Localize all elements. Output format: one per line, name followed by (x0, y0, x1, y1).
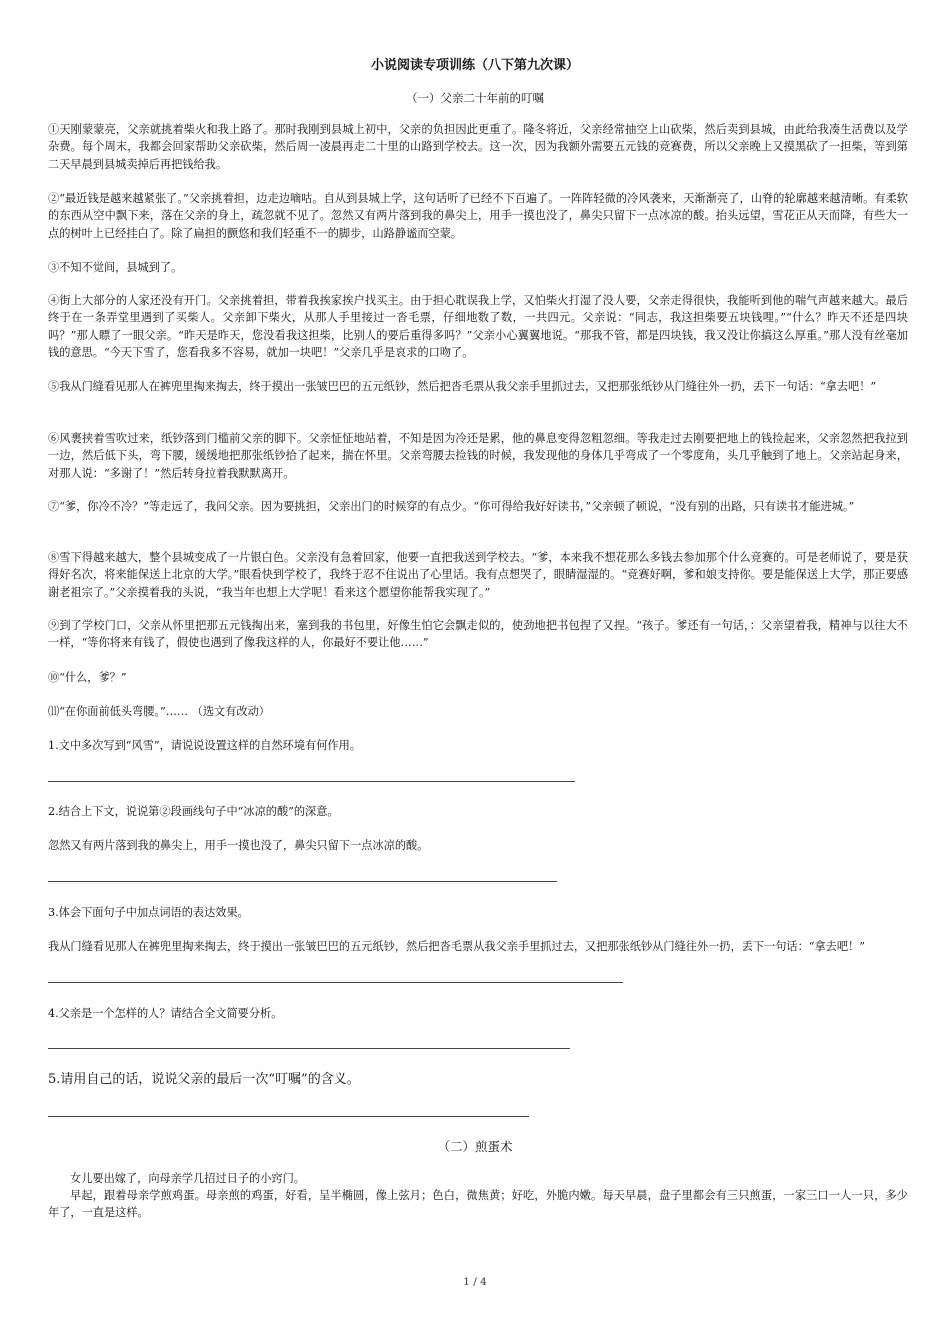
paragraph-1: ①天刚蒙蒙亮，父亲就挑着柴火和我上路了。那时我刚到县城上初中，父亲的负担因此更重了。隆冬将近，父亲经常抽空上山砍柴，然后卖到县城，由此给我凑生活费以及学杂费。每个周末，我都会回家帮助父亲砍柴，然后周一凌晨再走二十里的山路到学校去。这一次，因为我额外需要五元钱的竞赛费，所以父亲晚上又摸黑砍了一担柴，等到第二天早晨到县城卖掉后再把钱给我。 (48, 123, 908, 171)
paragraph-5: ⑤我从门缝看见那人在裤兜里掏来掏去，终于摸出一张皱巴巴的五元纸钞，然后把沓毛票从我父亲手里抓过去，又把那张纸钞从门缝往外一扔，丢下一句话：“拿去吧！” (48, 380, 877, 393)
section-2-paragraph-2: 早起，跟着母亲学煎鸡蛋。母亲煎的鸡蛋，好看，呈半椭圆，像上弦月；色白，微焦黄；好吃，外脆内嫩。每天早晨，盘子里都会有三只煎蛋，一家三口一人一只，多少年了，一直是这样。 (48, 1189, 908, 1220)
question-2: 2.结合上下文，说说第②段画线句子中“冰凉的酸”的深意。 (48, 805, 339, 818)
paragraph-10: ⑩“什么，爹？” (48, 671, 127, 684)
answer-line-1[interactable] (48, 781, 575, 782)
section-title: （一）父亲二十年前的叮嘱 (406, 91, 544, 105)
answer-line-3[interactable] (48, 982, 623, 983)
paragraph-7: ⑦“爹，你冷不冷？”等走远了，我问父亲。因为要挑担，父亲出门的时候穿的有点少。“你可得给我好好读书，”父亲顿了顿说，“没有别的出路，只有读书才能进城。” (48, 500, 855, 513)
question-4: 4.父亲是一个怎样的人？请结合全文简要分析。 (48, 1007, 283, 1020)
question-3-quote: 我从门缝看见那人在裤兜里掏来掏去，终于摸出一张皱巴巴的五元纸钞，然后把沓毛票从我父亲手里抓过去，又把那张纸钞从门缝往外一扔，丢下一句话：“拿去吧！” (48, 940, 865, 953)
paragraph-9: ⑨到了学校门口，父亲从怀里把那五元钱掏出来，塞到我的书包里，好像生怕它会飘走似的，使劲地把书包捏了又捏。“孩子。爹还有一句话，：父亲望着我，精神与以往大不一样，“等你将来有钱了，假使也遇到了像我这样的人，你最好不要让他……” (48, 619, 908, 650)
page-title: 小说阅读专项训练（八下第九次课） (370, 58, 579, 73)
question-3: 3.体会下面句子中加点词语的表达效果。 (48, 906, 249, 919)
section-2-title: （二）煎蛋术 (437, 1139, 513, 1154)
section-2-paragraph-1: 女儿要出嫁了，向母亲学几招过日子的小窍门。 (70, 1172, 305, 1185)
paragraph-3: ③不知不觉间，县城到了。 (48, 261, 183, 274)
answer-line-4[interactable] (48, 1048, 570, 1049)
question-5: 5.请用自己的话，说说父亲的最后一次“叮嘱”的含义。 (48, 1072, 360, 1087)
paragraph-11: ⑾“在你面前低头弯腰。”…… （选文有改动） (48, 705, 270, 718)
paragraph-8: ⑧雪下得越来越大，整个县城变成了一片银白色。父亲没有急着回家，他要一直把我送到学校去。“爹，本来我不想花那么多钱去参加那个什么竞赛的。可是老师说了，要是获得好名次，将来能保送上北京的大学。”眼看快到学校了，我终于忍不住说出了心里话。我有点想哭了，眼睛湿湿的。“竞赛好啊，爹和娘支持你。要是能保送上大学，那正要感谢老祖宗了。”父亲摸着我的头说，“我当年也想上大学呢！看来这个愿望你能帮我实现了。” (48, 551, 908, 599)
paragraph-4: ④街上大部分的人家还没有开门。父亲挑着担，带着我挨家挨户找买主。由于担心耽误我上学，又怕柴火打湿了没人要，父亲走得很快，我能听到他的喘气声越来越大。最后终于在一条弄堂里遇到了买柴人。父亲卸下柴火，从那人手里接过一沓毛票，仔细地数了数，一共四元。父亲说：“同志，我这担柴要五块钱哩。”“什么？昨天不还是四块吗？”那人瞟了一眼父亲。“昨天是昨天，您没看我这担柴，比别人的要后重得多吗？”父亲小心翼翼地说。“那我不管，都是四块钱，我又没让你搞这么厚重。”那人没有丝毫加钱的意思。“今天下雪了，您看我多不容易，就加一块吧！”父亲几乎是哀求的口吻了。 (48, 294, 908, 360)
answer-line-2[interactable] (48, 881, 557, 882)
question-2-quote: 忽然又有两片落到我的鼻尖上，用手一摸也没了，鼻尖只留下一点冰凉的酸。 (48, 839, 429, 852)
answer-line-5[interactable] (48, 1116, 529, 1117)
question-1: 1.文中多次写到“风雪”，请说说设置这样的自然环境有何作用。 (48, 739, 361, 752)
paragraph-2: ②“最近钱是越来越紧张了。”父亲挑着担，边走边嘀咕。自从到县城上学，这句话听了已经不下百遍了。一阵阵轻微的冷风袭来，天渐渐亮了，山脊的轮廓越来越清晰。有柔软的东西从空中飘下来，落在父亲的身上，疏忽就不见了。忽然又有两片落到我的鼻尖上，用手一摸也没了，鼻尖只留下一点冰凉的酸。抬头远望，雪花正从天而降，有些大一点的树叶上已经挂白了。除了扁担的颤悠和我们轻重不一的脚步，山路静谧而空蒙。 (48, 192, 908, 240)
paragraph-6: ⑥风裹挟着雪吹过来，纸钞落到门槛前父亲的脚下。父亲怔怔地站着，不知是因为冷还是累，他的鼻息变得忽粗忽细。等我走过去刚要把地上的钱捡起来，父亲忽然把我拉到一边，然后低下头，弯下腰，缓缓地把那张纸钞拾了起来，揣在怀里。父亲弯腰去捡钱的时候，我发现他的身体几乎弯成了一个零度角，头几乎触到了地上。父亲站起身来，对那人说：“多谢了！”然后转身拉着我默默离开。 (48, 432, 908, 480)
page-number: 1 / 4 (463, 1276, 487, 1288)
